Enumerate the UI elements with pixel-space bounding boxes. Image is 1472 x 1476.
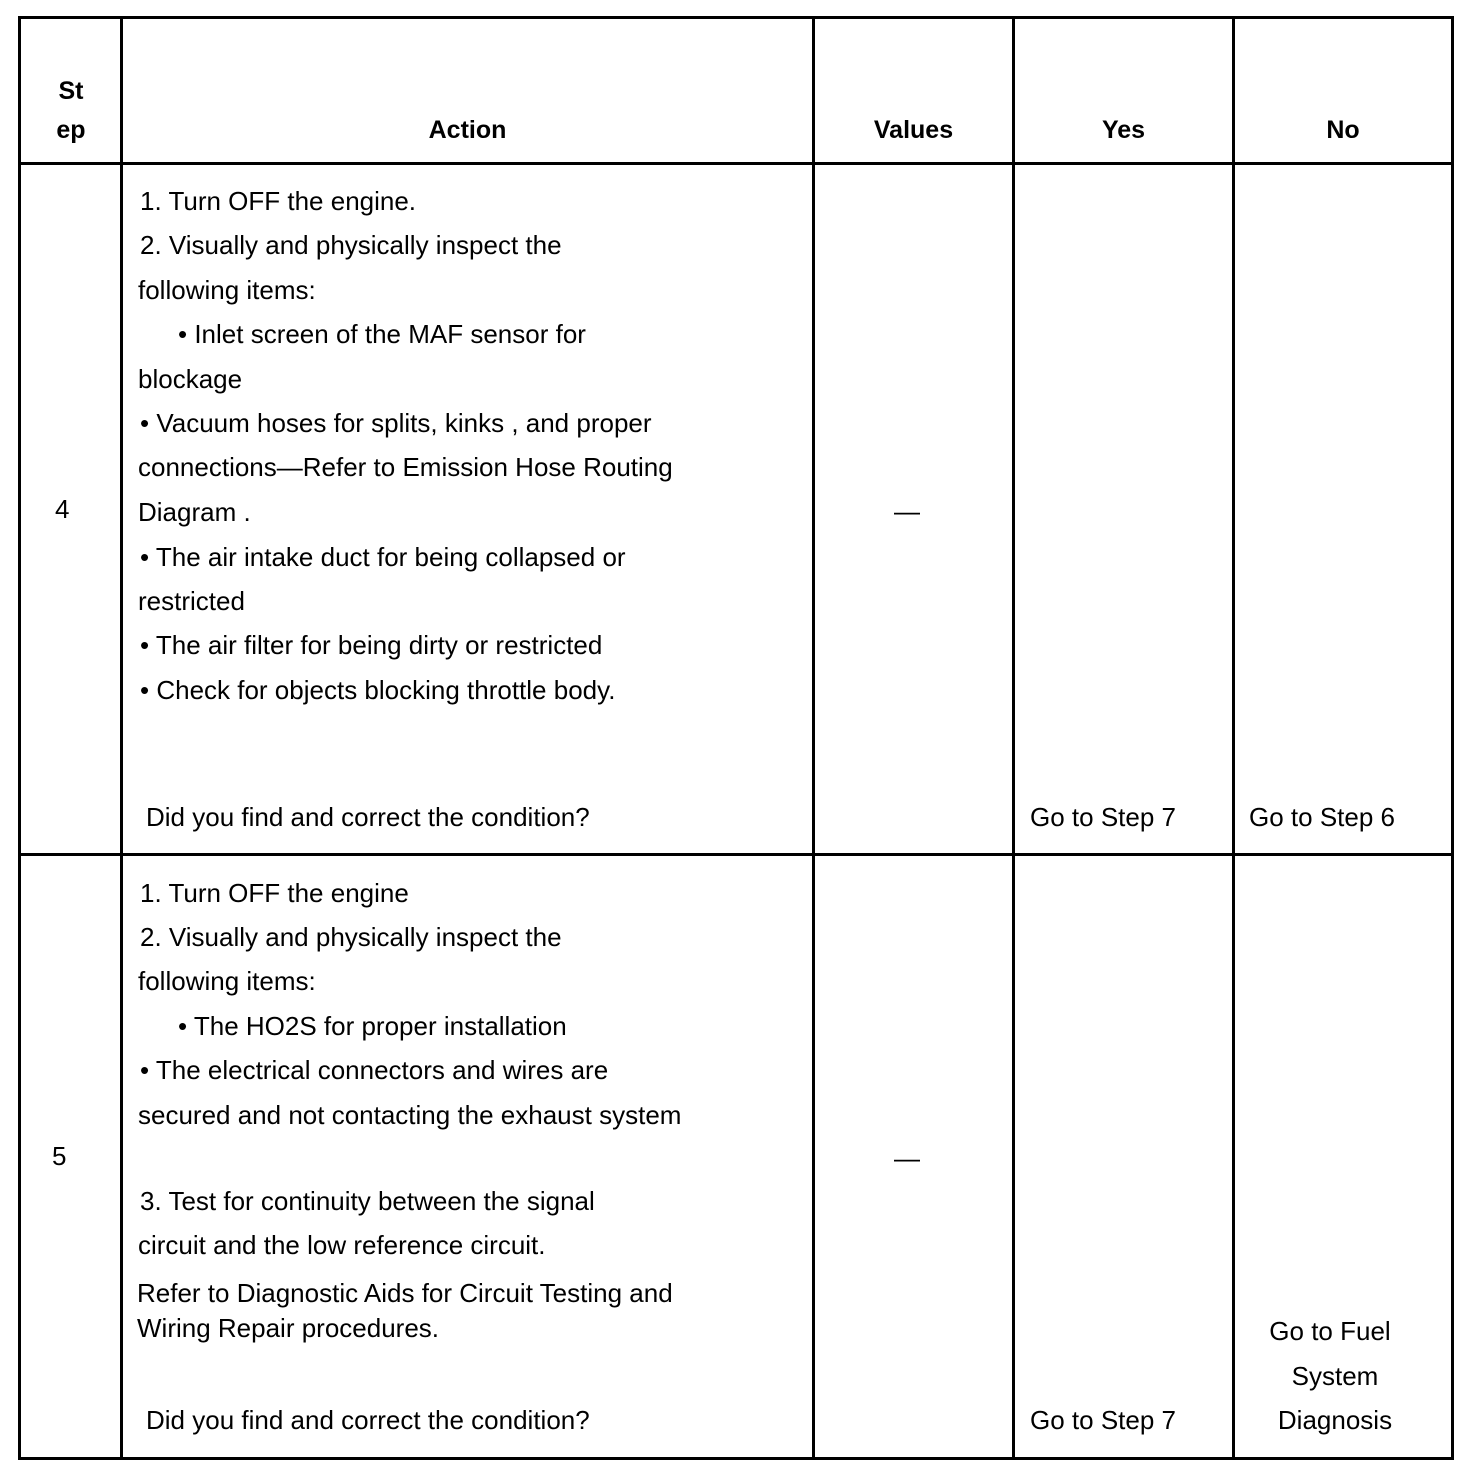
- action-line: blockage: [138, 364, 243, 394]
- action-line: • The electrical connectors and wires are: [140, 1055, 609, 1085]
- header-yes: Yes: [1101, 116, 1146, 144]
- table-border-left: [18, 16, 21, 1460]
- action-line: Diagram .: [138, 497, 251, 527]
- table-border-right: [1451, 16, 1454, 1460]
- action-line: • The air filter for being dirty or restricted: [140, 630, 603, 660]
- header-no: No: [1326, 116, 1360, 144]
- column-divider-action: [812, 16, 815, 1460]
- header-values: Values: [873, 116, 954, 144]
- yes-cell: Go to Step 7: [1030, 802, 1176, 832]
- action-question: Did you find and correct the condition?: [146, 802, 590, 832]
- column-divider-yes: [1232, 16, 1235, 1460]
- header-step-line2: ep: [56, 116, 86, 144]
- action-line: 1. Turn OFF the engine: [140, 878, 409, 908]
- no-cell-line: System: [1291, 1361, 1379, 1391]
- action-line: circuit and the low reference circuit.: [138, 1230, 546, 1260]
- column-divider-values: [1012, 16, 1015, 1460]
- action-line: • The air intake duct for being collapsed or: [140, 542, 626, 572]
- action-line: following items:: [138, 966, 316, 996]
- action-line: • Check for objects blocking throttle body.: [140, 675, 616, 705]
- header-action: Action: [428, 116, 507, 144]
- action-line: following items:: [138, 275, 316, 305]
- header-step-line1: St: [58, 77, 84, 105]
- action-line: • Vacuum hoses for splits, kinks , and proper: [140, 408, 652, 438]
- row-divider: [18, 853, 1454, 856]
- values-cell: —: [894, 496, 920, 526]
- action-line: 3. Test for continuity between the signal: [140, 1186, 595, 1216]
- action-line: 1. Turn OFF the engine.: [140, 186, 417, 216]
- action-line: Wiring Repair procedures.: [137, 1313, 440, 1343]
- action-line: 2. Visually and physically inspect the: [140, 230, 562, 260]
- column-divider-step: [120, 16, 123, 1460]
- yes-cell: Go to Step 7: [1030, 1405, 1176, 1435]
- action-line: connections—Refer to Emission Hose Routing: [138, 452, 673, 482]
- step-number: 4: [55, 494, 70, 524]
- action-line: • Inlet screen of the MAF sensor for: [178, 319, 586, 349]
- no-cell: Go to Step 6: [1249, 802, 1395, 832]
- no-cell-line: Go to Fuel: [1269, 1316, 1391, 1346]
- action-line: • The HO2S for proper installation: [178, 1011, 567, 1041]
- action-line: secured and not contacting the exhaust system: [138, 1100, 682, 1130]
- header-divider: [18, 162, 1454, 165]
- table-border-bottom: [18, 1457, 1454, 1460]
- table-border-top: [18, 16, 1454, 19]
- action-line: 2. Visually and physically inspect the: [140, 922, 562, 952]
- action-line: restricted: [138, 586, 245, 616]
- action-question: Did you find and correct the condition?: [146, 1405, 590, 1435]
- step-number: 5: [52, 1141, 67, 1171]
- action-line: Refer to Diagnostic Aids for Circuit Testing and: [137, 1278, 673, 1308]
- values-cell: —: [894, 1143, 920, 1173]
- no-cell-line: Diagnosis: [1277, 1405, 1393, 1435]
